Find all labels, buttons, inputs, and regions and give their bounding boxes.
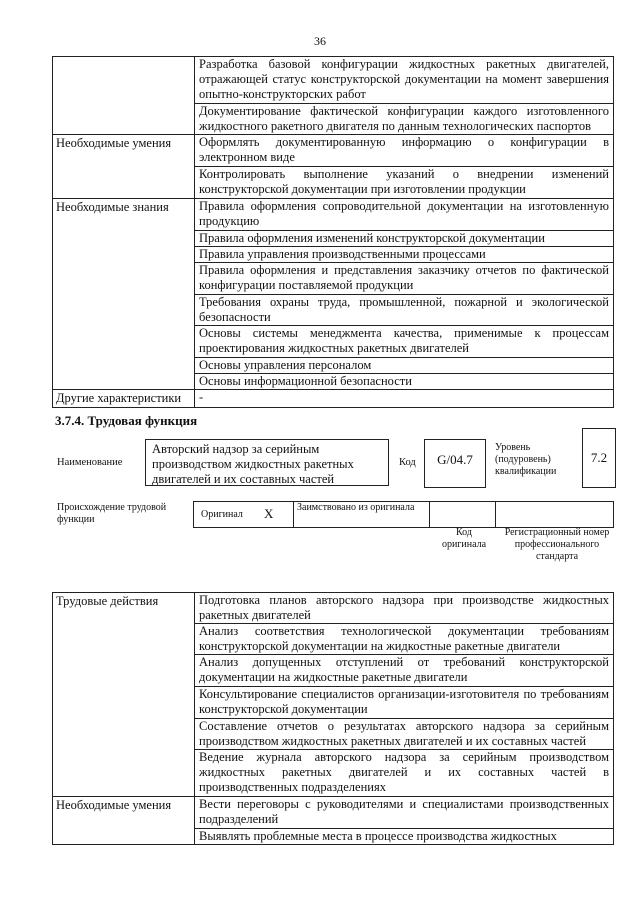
table-row: Подготовка планов авторского надзора при производстве жидкостных ракетных двигателей [195, 593, 614, 624]
empty-label-cell [53, 57, 195, 135]
original-label: Оригинал [201, 509, 243, 520]
table-row: Анализ допущенных отступлений от требований конструкторской документации на жидкостные ракетные двигатели [195, 655, 614, 687]
page-number: 36 [314, 34, 326, 48]
table-row: Контролировать выполнение указаний о внедрении изменений конструкторской документации при изготовлении продукции [195, 167, 614, 199]
original-cell [193, 502, 293, 527]
table-row: Консультирование специалистов организации-изготовителя по требованиям конструкторской документации [195, 687, 614, 719]
table-row: Анализ соответствия технологической документации требованиям конструкторской документации на жидкостные ракетные двигатели [195, 624, 614, 655]
table-row: Разработка базовой конфигурации жидкостных ракетных двигателей, отражающей статус конструкторской документации на момент завершения опытно-конструкторских работ [195, 57, 614, 104]
borrowed-label: Заимствовано из оригинала [297, 502, 415, 513]
table-row: Правила управления производственными процессами [195, 247, 614, 263]
table-row: Вести переговоры с руководителями и специалистами производственных подразделений [195, 797, 614, 829]
reg-number-caption: Регистрационный номер профессионального стандарта [504, 527, 610, 562]
knowledge-label: Необходимые знания [53, 199, 195, 390]
table-row: Составление отчетов о результатах авторского надзора за серийным производством жидкостных ракетных двигателей и их составных частей [195, 719, 614, 750]
bottom-skills-label: Необходимые умения [53, 797, 195, 845]
function-title: Авторский надзор за серийным производством жидкостных ракетных двигателей и их составных частей [145, 439, 389, 486]
table-row: Основы информационной безопасности [195, 374, 614, 390]
bottom-requirements-table [52, 592, 614, 845]
original-mark: X [264, 506, 274, 521]
section-heading: 3.7.4. Трудовая функция [55, 413, 198, 428]
table-row: Ведение журнала авторского надзора за серийным производством жидкостных ракетных двигателей и их составных частей в производственных подразделениях [195, 750, 614, 797]
top-requirements-table [52, 56, 614, 408]
table-row: Основы системы менеджмента качества, применимые к процессам проектирования жидкостных ракетных двигателей [195, 326, 614, 358]
skills-label: Необходимые умения [53, 135, 195, 199]
name-label: Наименование [57, 457, 123, 468]
original-code-caption: Код оригинала [441, 527, 487, 550]
function-code: G/04.7 [424, 439, 486, 488]
table-row: Оформлять документированную информацию о конфигурации в электронном виде [195, 135, 614, 167]
level-label: Уровень (подуровень) квалификации [495, 442, 557, 477]
table-row: Правила оформления изменений конструкторской документации [195, 231, 614, 247]
borrowed-cell [293, 502, 429, 527]
table-row: Требования охраны труда, промышленной, пожарной и экологической безопасности [195, 295, 614, 326]
other-characteristics-value: - [195, 390, 614, 408]
qualification-level: 7.2 [582, 428, 616, 488]
other-characteristics-label: Другие характеристики [53, 390, 195, 408]
table-row: Основы управления персоналом [195, 358, 614, 374]
table-row: Правила оформления сопроводительной документации на изготовленную продукцию [195, 199, 614, 231]
origin-row [193, 501, 614, 528]
code-label: Код [399, 457, 416, 468]
table-row: Выявлять проблемные места в процессе производства жидкостных [195, 829, 614, 845]
actions-label: Трудовые действия [53, 593, 195, 797]
original-code-cell [429, 502, 495, 527]
table-row: Правила оформления и представления заказчику отчетов по фактической конфигурации поставляемой продукции [195, 263, 614, 295]
reg-number-cell [495, 502, 614, 527]
table-row: Документирование фактической конфигурации каждого изготовленного жидкостного ракетного двигателя по данным технологических паспортов [195, 104, 614, 135]
origin-label: Происхождение трудовой функции [57, 502, 167, 525]
